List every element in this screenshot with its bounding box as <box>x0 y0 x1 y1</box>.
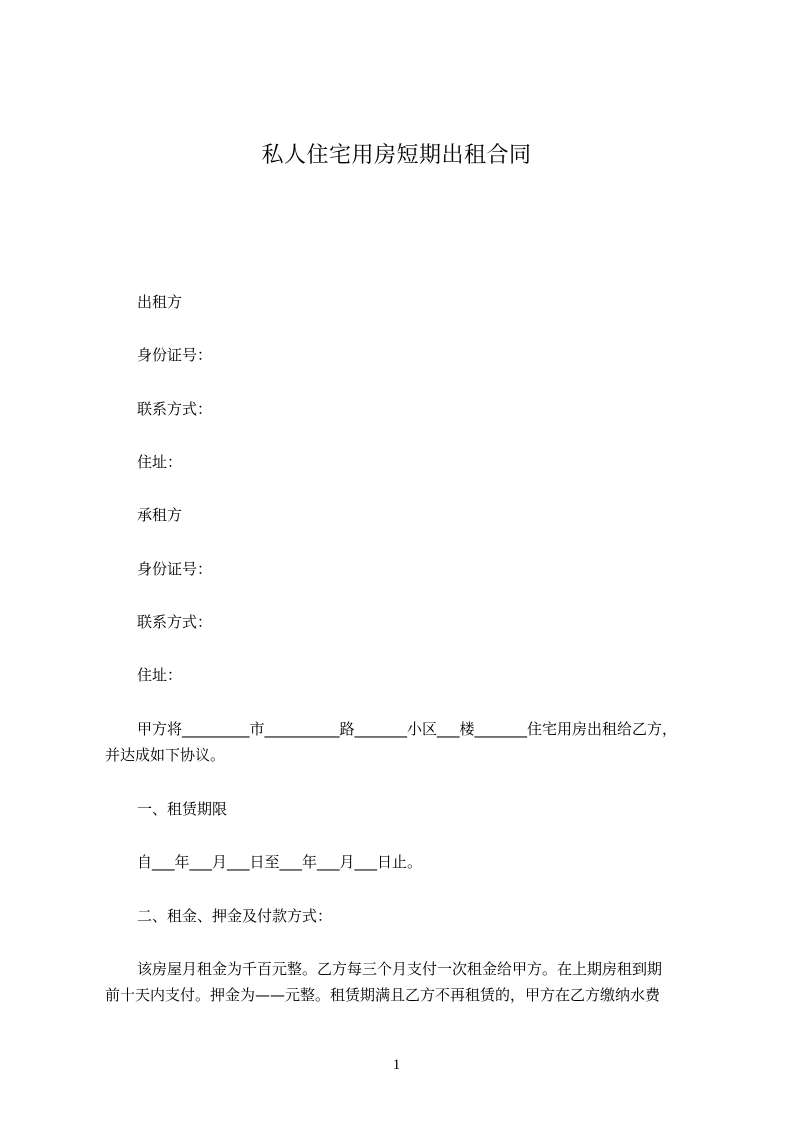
lessee-heading: 承租方 <box>137 506 183 524</box>
rent-paragraph-line-1: 该房屋月租金为千百元整。乙方每三个月支付一次租金给甲方。在上期房租到期 <box>137 960 663 978</box>
lessee-address-label: 住址： <box>137 666 183 684</box>
page-number: 1 <box>392 1057 401 1073</box>
lease-term-line: 自___年___月___日至___年___月___日止。 <box>137 853 423 871</box>
rent-paragraph-line-2: 前十天内支付。押金为——元整。租赁期满且乙方不再租赁的，甲方在乙方缴纳水费 <box>105 986 661 1004</box>
lessor-contact-label: 联系方式： <box>137 400 213 418</box>
lessee-id-label: 身份证号： <box>137 560 213 578</box>
section-1-heading: 一、租赁期限 <box>137 800 228 818</box>
intro-line-2: 并达成如下协议。 <box>105 746 226 764</box>
section-2-heading: 二、租金、押金及付款方式： <box>137 907 333 925</box>
lessor-heading: 出租方 <box>137 293 183 311</box>
intro-line-1: 甲方将_________市__________路_______小区___楼_______住宅用房出租给乙方， <box>137 720 678 738</box>
lessee-contact-label: 联系方式： <box>137 613 213 631</box>
document-title: 私人住宅用房短期出租合同 <box>261 143 532 168</box>
lessor-address-label: 住址： <box>137 453 183 471</box>
lessor-id-label: 身份证号： <box>137 346 213 364</box>
